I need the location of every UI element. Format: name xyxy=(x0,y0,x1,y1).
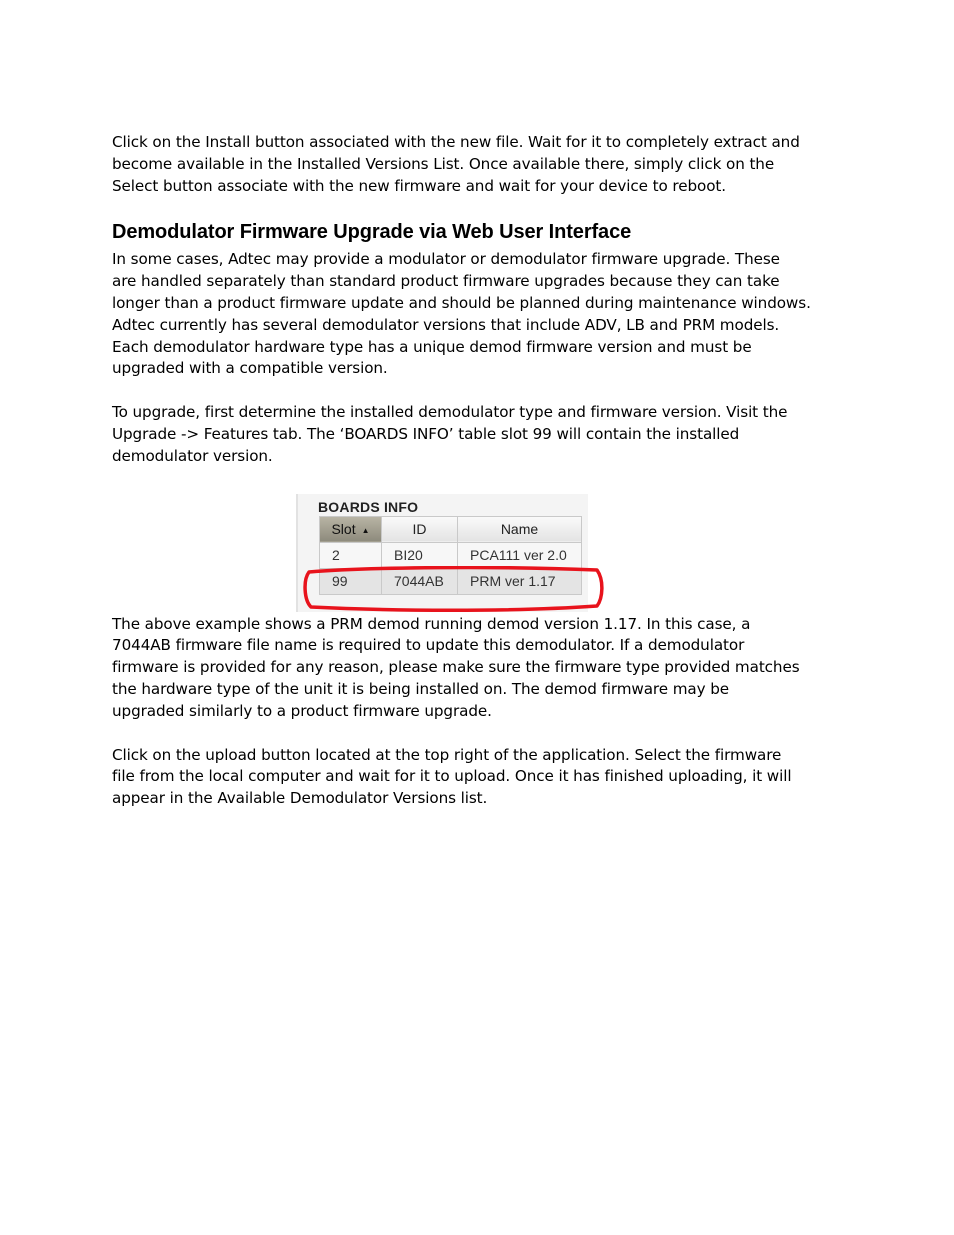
boards-info-title: BOARDS INFO xyxy=(318,498,419,515)
cell-slot: 99 xyxy=(320,568,382,594)
section-heading: Demodulator Firmware Upgrade via Web User Interface xyxy=(112,221,632,244)
intro-paragraph: Click on the Install button associated with the new file. Wait for it to completely extract and become available in the Installed Versions List. Once available there, simply click on the Select button associate with the new firmware and wait for your device to reboot. xyxy=(112,133,800,195)
boards-info-table xyxy=(319,516,582,595)
cell-name: PRM ver 1.17 xyxy=(458,568,582,594)
column-header-id[interactable]: ID xyxy=(382,516,458,542)
cell-id: 7044AB xyxy=(382,568,458,594)
column-header-slot[interactable]: Slot ▲ xyxy=(320,516,382,542)
determine-version-paragraph: To upgrade, first determine the installed demodulator type and firmware version. Visit the Upgrade -> Features tab. The ‘BOARDS INFO’ table slot 99 will contain the installed demodulator version. xyxy=(112,403,788,465)
boards-info-figure xyxy=(296,494,606,614)
table-header-row xyxy=(320,516,582,542)
cell-id: BI20 xyxy=(382,542,458,568)
cell-name: PCA111 ver 2.0 xyxy=(458,542,582,568)
sort-ascending-icon: ▲ xyxy=(361,525,370,535)
demod-overview-paragraph: In some cases, Adtec may provide a modulator or demodulator firmware upgrade. These are handled separately than standard product firmware upgrades because they can take longer than a product firmware update and should be planned during maintenance windows. Adtec currently has several demodulator versions that include ADV, LB and PRM models. Each demodulator hardware type has a unique demod firmware version and must be upgraded with a compatible version. xyxy=(112,250,811,378)
table-row[interactable] xyxy=(320,568,582,594)
boards-info-panel xyxy=(296,494,588,612)
example-explanation-paragraph: The above example shows a PRM demod running demod version 1.17. In this case, a 7044AB firmware file name is required to update this demodulator. If a demodulator firmware is provided for any reason, please make sure the firmware type provided matches the hardware type of the unit it is being installed on. The demod firmware may be upgraded similarly to a product firmware upgrade. xyxy=(112,614,800,720)
cell-slot: 2 xyxy=(320,542,382,568)
document-page xyxy=(112,132,847,810)
table-row[interactable] xyxy=(320,542,582,568)
upload-instructions-paragraph: Click on the upload button located at the top right of the application. Select the firmware file from the local computer and wait for it to upload. Once it has finished uploading, it will appear in the Available Demodulator Versions list. xyxy=(112,745,792,808)
column-header-name[interactable]: Name xyxy=(458,516,582,542)
